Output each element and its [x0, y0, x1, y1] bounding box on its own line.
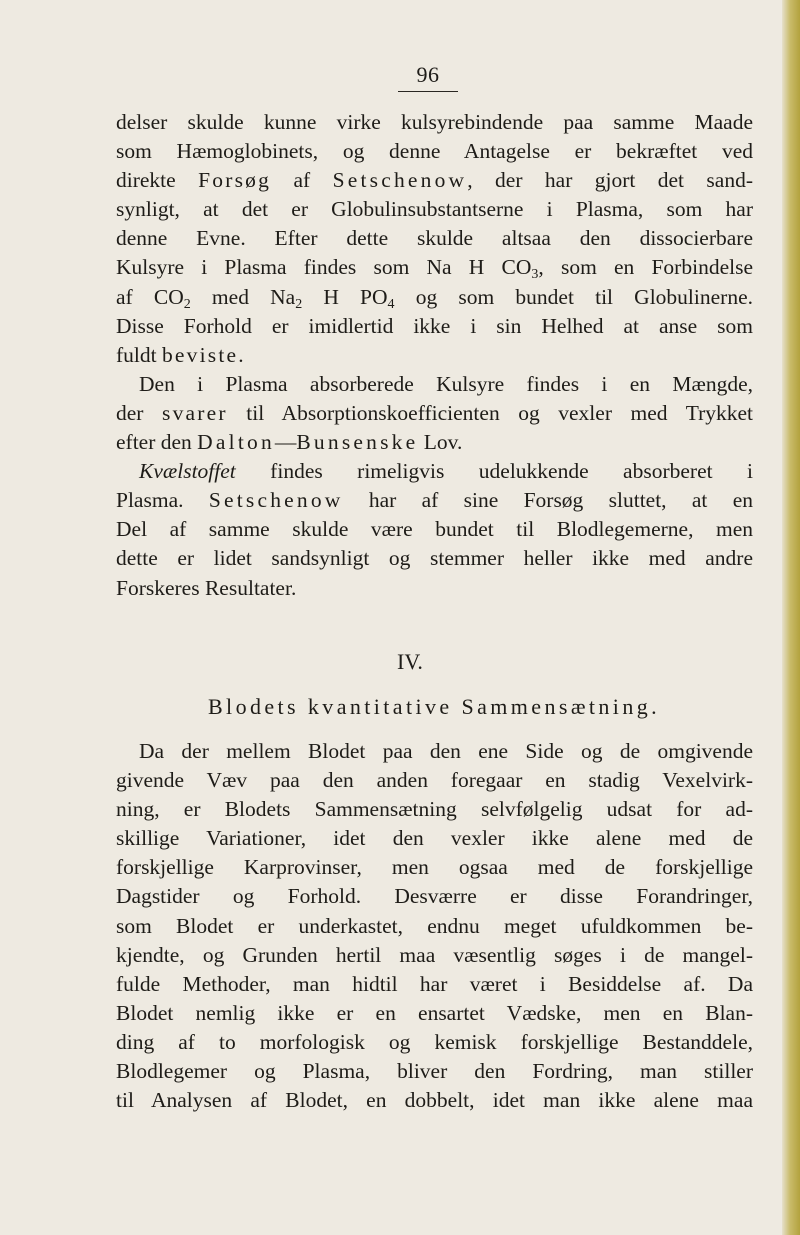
text-span: direkte — [116, 168, 199, 193]
text-span: dette er lidet sandsynligt og stemmer heller ikke med andre — [116, 546, 753, 571]
text-line — [116, 999, 753, 1028]
text-span: Kulsyre i Plasma findes som Na H CO — [116, 255, 532, 280]
text-span: Disse Forhold er imidlertid ikke i sin Helhed at anse som — [116, 313, 753, 338]
text-line — [116, 1028, 753, 1057]
text-span: Den i Plasma absorberede Kulsyre findes i en Mængde, — [139, 371, 753, 396]
text-line — [116, 824, 753, 853]
text-line — [116, 283, 753, 312]
text-span: kjendte, og Grunden hertil maa væsentlig søges i de mangel- — [116, 942, 753, 967]
text-span: og som bundet til Globulinerne. — [394, 284, 753, 309]
text-line — [116, 795, 753, 824]
text-line — [116, 137, 753, 166]
text-block-lower — [116, 737, 753, 1115]
text-line — [116, 486, 753, 515]
text-line — [116, 108, 753, 137]
text-line — [116, 312, 753, 341]
text-span: synligt, at det er Globulinsubstantserne i Plasma, som har — [116, 197, 753, 222]
text-line — [116, 341, 753, 370]
text-span: H PO — [302, 284, 388, 309]
text-span: af CO — [116, 284, 184, 309]
text-span: denne Evne. Efter dette skulde altsaa den dissocierbare — [116, 226, 753, 251]
text-line — [116, 166, 753, 195]
text-line — [116, 882, 753, 911]
text-span: af — [271, 168, 333, 193]
subscript: 3 — [531, 267, 539, 283]
author-name: Dalton — [197, 430, 275, 455]
author-name: Setschenow — [208, 488, 344, 513]
author-name: Setschenow — [332, 168, 468, 193]
text-line — [116, 370, 753, 399]
text-line — [116, 428, 753, 457]
text-span: Plasma. — [116, 488, 209, 513]
text-line — [116, 457, 753, 486]
text-span: Da der mellem Blodet paa den ene Side og de omgivende — [139, 739, 753, 763]
text-span: har af sine Forsøg sluttet, at en — [343, 488, 754, 513]
text-line — [116, 970, 753, 999]
text-span: fulde Methoder, man hidtil har været i Besiddelse af. Da — [116, 971, 753, 996]
text-span: med Na — [190, 284, 296, 309]
text-span-spaced: svarer — [162, 400, 228, 425]
text-span: delser skulde kunne virke kulsyrebindende paa samme Maade — [116, 110, 753, 134]
author-name: Bunsenske — [296, 430, 419, 455]
text-span: Del af samme skulde være bundet til Blodlegemerne, men — [116, 517, 753, 542]
subscript: 2 — [295, 296, 303, 312]
text-span: Dagstider og Forhold. Desværre er disse Forandringer, — [116, 884, 753, 909]
text-line — [116, 912, 753, 941]
text-span: findes rimeligvis udelukkende absorberet i — [235, 459, 753, 484]
text-span: Vexelvirk- — [662, 768, 753, 793]
text-span: ding af to morfologisk og kemisk forskjellige Bestanddele, — [116, 1029, 753, 1054]
text-span: ning, er Blodets Sammensætning selvfølgelig udsat for ad- — [116, 797, 753, 822]
text-span: som Blodet er underkastet, endnu meget ufuldkommen be- — [116, 913, 753, 938]
page-number: 96 — [416, 62, 440, 87]
text-line — [116, 574, 753, 603]
text-line — [116, 766, 753, 795]
text-span: , som en Forbindelse — [538, 255, 753, 280]
text-line — [116, 737, 753, 766]
text-span: Forskeres Resultater. — [116, 575, 297, 600]
text-line — [116, 253, 753, 282]
text-line — [116, 1057, 753, 1086]
text-span: Blodet nemlig ikke er en ensartet Vædske, men en Blan- — [116, 1000, 753, 1025]
text-span: som Hæmoglobinets, og denne Antagelse er bekræftet ved — [116, 139, 753, 164]
text-span: — — [274, 430, 297, 455]
text-span: efter den — [116, 430, 198, 455]
text-span: skillige Variationer, idet den vexler ikke alene med de — [116, 826, 753, 851]
subscript: 4 — [387, 296, 395, 312]
text-line — [116, 399, 753, 428]
text-span: Blodlegemer og Plasma, bliver den Fordring, man stiller — [116, 1059, 753, 1084]
italic-term: Kvælstoffet — [139, 459, 236, 484]
text-span: Lov. — [418, 430, 463, 455]
section-numeral: IV. — [397, 649, 423, 674]
text-span: til Absorptionskoefficienten og vexler med Trykket — [227, 400, 753, 425]
text-span: forskjellige Karprovinser, men ogsaa med de forskjellige — [116, 855, 753, 880]
text-line — [116, 224, 753, 253]
text-span: givende Væv paa den anden foregaar en stadig — [116, 768, 663, 793]
text-span-spaced: Forsøg — [198, 168, 272, 193]
text-span: fuldt — [116, 342, 162, 367]
text-line — [116, 853, 753, 882]
page-edge — [782, 0, 800, 1235]
page-number-rule — [398, 91, 458, 92]
text-block-upper — [116, 108, 753, 603]
text-span: der — [116, 400, 162, 425]
text-span: , der har gjort det sand- — [467, 168, 753, 193]
text-line — [116, 941, 753, 970]
section-title: Blodets kvantitative Sammensætning. — [207, 694, 661, 719]
text-span-spaced: beviste. — [161, 342, 246, 367]
text-span: til Analysen af Blodet, en dobbelt, idet man ikke alene maa — [116, 1088, 753, 1113]
text-line — [116, 1086, 753, 1115]
text-line — [116, 544, 753, 573]
text-line — [116, 195, 753, 224]
text-line — [116, 515, 753, 544]
subscript: 2 — [183, 296, 191, 312]
